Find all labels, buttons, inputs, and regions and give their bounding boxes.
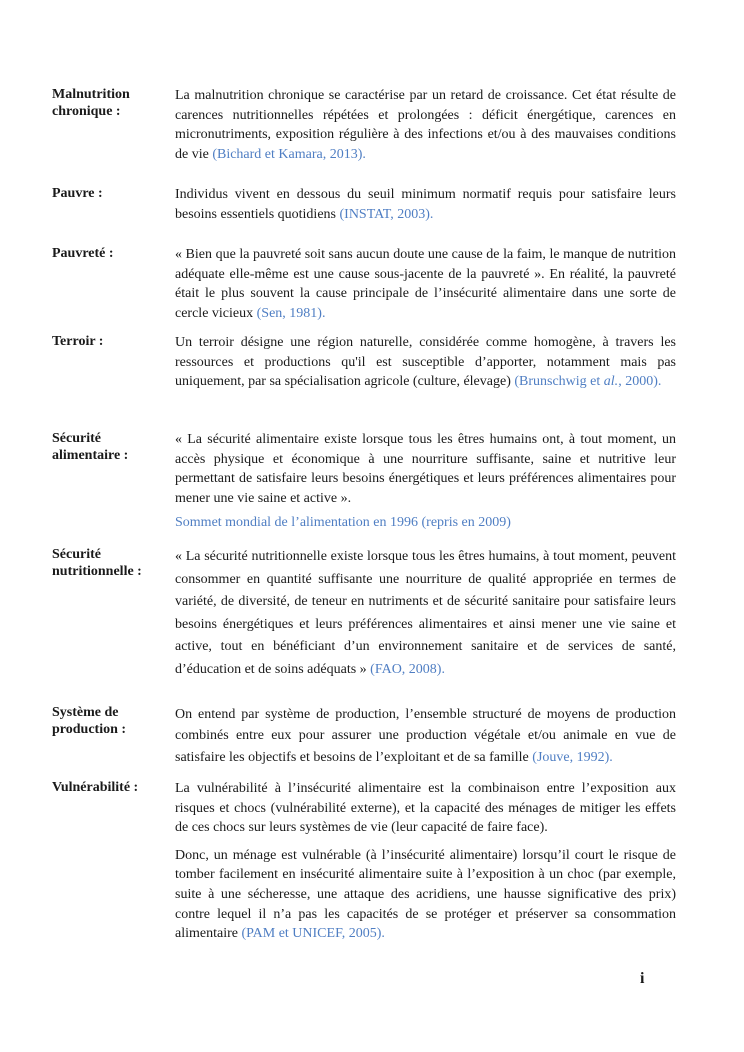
- term-definition: [175, 86, 676, 164]
- definition-text: « Bien que la pauvreté soit sans aucun doute une cause de la faim, le manque de nutrition adéquate elle-même est une cause sous-jacente de la pauvreté ». En réalité, la pauvreté était le plus souvent la cause principale de l’insécurité alimentaire dans une sorte de cercle vicieux: [175, 247, 676, 321]
- term-label: Malnutrition chronique :: [52, 87, 130, 119]
- term-definition: [175, 430, 676, 533]
- term-definition: [175, 779, 676, 944]
- term-definition: [175, 704, 676, 768]
- term-label: Terroir :: [52, 334, 104, 349]
- term-definition: [175, 185, 676, 224]
- definition-text: On entend par système de production, l’ensemble structuré de moyens de production combinés entre eux pour assurer une production végétale et/ou animale en vue de satisfaire les objectifs et besoins de l’exploitant et de sa famille: [175, 707, 676, 765]
- term-definition: [175, 245, 676, 323]
- citation: (Bichard et Kamara, 2013).: [212, 146, 366, 162]
- citation: (Sen, 1981).: [256, 305, 326, 321]
- term-label: Sécurité alimentaire :: [52, 431, 129, 463]
- term-label: Sécurité nutritionnelle :: [52, 547, 142, 579]
- page-number: i: [640, 970, 645, 987]
- definition-text: Un terroir désigne une région naturelle, considérée comme homogène, à travers les ressources et productions qu'il est susceptible d’apporter, notamment mais pas uniquement, par sa spécialisation agricole (culture, élevage): [175, 335, 676, 390]
- definition-text: La malnutrition chronique se caractérise par un retard de croissance. Cet état résulte de carences nutritionnelles répétées et prolongées : déficit énergétique, carences en micronutriments, exposition régulière à des infections et/ou à des mauvaises conditions de vie: [175, 88, 676, 162]
- citation: (Jouve, 1992).: [532, 749, 613, 765]
- term-definition: [175, 333, 676, 392]
- definition-text: Individus vivent en dessous du seuil minimum normatif requis pour satisfaire leurs besoins essentiels quotidiens: [175, 187, 676, 222]
- term-definition: [175, 546, 676, 681]
- term-label: Système de production :: [52, 705, 127, 737]
- citation: (FAO, 2008).: [370, 661, 445, 677]
- citation: (Brunschwig et al., 2000).: [514, 374, 662, 390]
- definition-text: « La sécurité alimentaire existe lorsque tous les êtres humains ont, à tout moment, un accès physique et économique à une nourriture suffisante, saine et nutritive leur permettant de satisfaire leurs besoins énergétiques et leurs préférences alimentaires pour mener une vie saine et active ».: [175, 432, 676, 506]
- definition-text-2: Donc, un ménage est vulnérable (à l’insécurité alimentaire) lorsqu’il court le risque de tomber facilement en insécurité alimentaire suite à l’exposition à un choc (par exemple, suite à une sécheresse, une attaque des acridiens, une hausse significative des prix) contre lequel il n’a pas les capacités de se protéger et préserver sa consommation alimentaire: [175, 847, 676, 942]
- citation: (PAM et UNICEF, 2005).: [241, 926, 385, 942]
- citation: Sommet mondial de l’alimentation en 1996 (repris en 2009): [175, 515, 511, 531]
- definition-text: « La sécurité nutritionnelle existe lorsque tous les êtres humains, à tout moment, peuvent consommer en quantité suffisante une nourriture de qualité appropriée en termes de variété, de diversité, de teneur en nutriments et de sécurité sanitaire pour satisfaire leurs besoins énergétiques et leurs préférences alimentaires et ainsi mener une vie saine et active, tout en bénéficiant d’un environnement sanitaire et de services de santé, d’éducation et de soins adéquats »: [175, 549, 676, 677]
- citation: (INSTAT, 2003).: [339, 206, 434, 222]
- term-label: Pauvre :: [52, 186, 103, 201]
- term-label: Pauvreté :: [52, 246, 114, 261]
- definition-text: La vulnérabilité à l’insécurité alimentaire est la combinaison entre l’exposition aux risques et chocs (vulnérabilité externe), et la capacité des ménages de mitiger les effets de ces chocs sur leurs systèmes de vie (leur capacité de faire face).: [175, 781, 676, 836]
- term-label: Vulnérabilité :: [52, 780, 139, 795]
